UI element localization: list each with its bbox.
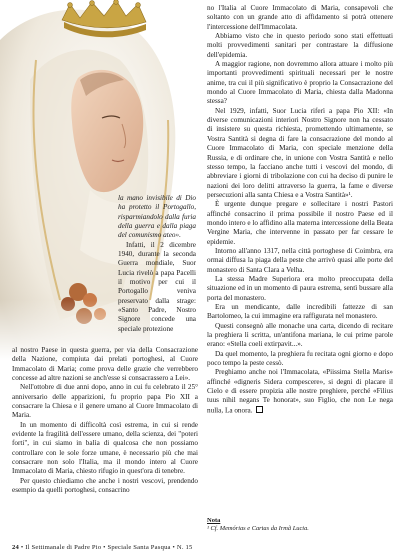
footnote-text: ¹ Cf. Memórias e Cartas da Irmã Lucia. xyxy=(207,525,309,532)
page-number: 24 xyxy=(12,544,19,551)
paragraph: la mano invisibile di Dio ha protetto il Portogallo, risparmiandolo dalla furia della guerra e dalla piaga del comunismo ateo». xyxy=(118,194,196,240)
paragraph: Intorno all'anno 1317, nella città portoghese di Coimbra, era ormai diffusa la piaga della peste che arrivò quasi alle porte del monastero di Santa Clara a Velha. xyxy=(207,246,393,274)
footnote-title: Nota xyxy=(207,517,221,524)
paragraph: Preghiamo anche noi l'Immacolata, «Piissima Stella Maris» affinché «digneris Sidera compescere», si degni di placare il Cielo e di essere propizia alle nostre preghiere, perché «Filius tuus nihil negans Te honorat», suo Figlio, che non Le nega nulla, La onora. xyxy=(207,368,393,415)
paragraph: al nostro Paese in questa guerra, per via della Consacrazione della Nazione, compiuta dai prelati portoghesi, al Cuore Immacolato di Maria; come prova delle grazie che verrebbero concesse ad altre nazioni se anch'esse si consacrassero a Lei». xyxy=(12,346,198,383)
paragraph: In un momento di difficoltà così estrema, in cui si rende evidente la fragilità dell'essere umano, della scienza, dei "poteri forti", in cui siamo in balìa di qualcosa che non possiamo controllare con le sole forze umane, è necessario più che mai consacrare non solo l'Italia, ma il mondo intero al Cuore Immacolato di Maria, chiesto rifugio in quest'ora di tenebre. xyxy=(12,420,198,476)
page-footer xyxy=(12,544,392,551)
paragraph: Era un mendicante, dalle incredibili fattezze di san Bartolomeo, la cui immagine era raffigurata nel monastero. xyxy=(207,303,393,321)
footer-bullet: • xyxy=(20,544,24,551)
right-text-column xyxy=(207,4,393,416)
paragraph: Nell'ottobre di due anni dopo, anno in cui fu celebrato il 25° anniversario delle apparizioni, fu proprio papa Pio XII a consacrare la Chiesa e il genere umano al Cuore Immacolato di Maria. xyxy=(12,383,198,420)
paragraph: La stessa Madre Superiora era molto preoccupata della situazione ed in un momento di paura estrema, sentì bussare alla porta del monastero. xyxy=(207,274,393,302)
footer-text: Il Settimanale di Padre Pio • Speciale Santa Pasqua • N. 15 xyxy=(25,544,193,551)
paragraph: Per questo chiediamo che anche i nostri vescovi, prendendo esempio da quelli portoghesi, consacrino xyxy=(12,476,198,495)
middle-text-column xyxy=(118,194,196,334)
paragraph: Abbiamo visto che in questo periodo sono stati effettuati molti provvedimenti sanitari per contrastare la diffusione dell'epidemia. xyxy=(207,32,393,59)
paragraph: Nel 1929, infatti, Suor Lucia riferì a papa Pio XII: «In diverse comunicazioni interiori Nostro Signore non ha cessato di insistere su questa richiesta, promettendo ultimamente, se Vostra Santità si degna di fare la consacrazione del mondo al Cuore Immacolato di Maria, con speciale menzione della Russia, e di ordinare che, in unione con Vostra Santità e nello stesso tempo, la facciano anche tutti i vescovi del mondo, di abbreviare i giorni di tribolazione con cui ha deciso di punire le nazioni dei loro delitti attraverso la guerra, la fame e diverse persecuzioni alla santa Chiesa e a Vostra Santità»¹. xyxy=(207,106,393,199)
paragraph: Infatti, il 2 dicembre 1940, durante la seconda Guerra mondiale, Suor Lucia rivelò a papa Pacelli il motivo per cui il Portogallo veniva preservato dalla strage: «Santo Padre, Nostro Signore concede una speciale protezione xyxy=(118,240,196,333)
footnote xyxy=(207,517,393,533)
end-of-article-icon xyxy=(256,406,263,413)
paragraph: no l'Italia al Cuore Immacolato di Maria, consapevoli che soltanto con un grande atto di affidamento si potrà ottenere l'intercessione dell'Immacolata. xyxy=(207,4,393,31)
paragraph: Da quel momento, la preghiera fu recitata ogni giorno e dopo poco tempo la peste cessò. xyxy=(207,349,393,368)
left-text-column xyxy=(12,346,198,496)
paragraph: Questi consegnò alle monache una carta, dicendo di recitare la preghiera lì scritta, un'antifona mariana, le cui prime parole erano: «Stella coeli extirpavit...». xyxy=(207,321,393,349)
paragraph: È urgente dunque pregare e sollecitare i nostri Pastori affinché consacrino il prima possibile il nostro Paese ed il mondo intero e lo affidino alla materna intercessione della Beata Vergine Maria, che intervenne in passato per far cessare le epidemie. xyxy=(207,200,393,246)
paragraph: A maggior ragione, non dovremmo allora attuare i molto più importanti provvedimenti spirituali necessari per le nostre anime, tra cui il più significativo è proprio la Consacrazione del mondo al Cuore Immacolato di Maria, chiesta dalla Madonna stessa? xyxy=(207,60,393,106)
